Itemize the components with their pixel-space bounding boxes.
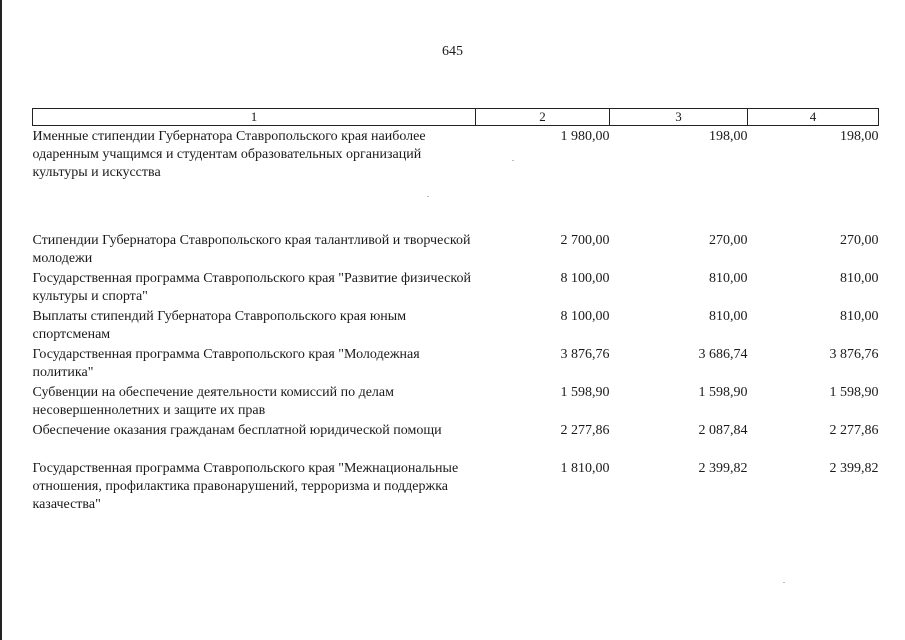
row-value-col4: 198,00 — [840, 129, 879, 144]
row-value-col2: 2 700,00 — [560, 233, 610, 248]
budget-table — [32, 108, 879, 516]
page-number: 645 — [442, 44, 463, 59]
row-name: Выплаты стипендий Губернатора Ставропольского края юным спортсменам — [32, 309, 407, 342]
row-value-col2: 2 277,86 — [560, 423, 610, 438]
row-value-col4: 1 598,90 — [829, 385, 879, 400]
scan-speck — [512, 160, 514, 161]
column-header-2: 2 — [476, 109, 610, 126]
row-value-col2: 1 598,90 — [560, 385, 610, 400]
row-value-col4: 810,00 — [840, 309, 879, 324]
row-name: Стипендии Губернатора Ставропольского края талантливой и творческой молодежи — [32, 233, 471, 266]
table-header-row — [33, 109, 879, 126]
scan-left-edge — [0, 0, 2, 640]
row-value-col4: 3 876,76 — [829, 347, 879, 362]
row-value-col3: 810,00 — [709, 271, 748, 286]
table-row — [33, 420, 879, 458]
row-value-col3: 2 087,84 — [698, 423, 748, 438]
row-value-col3: 2 399,82 — [698, 461, 748, 476]
row-value-col2: 1 980,00 — [560, 129, 610, 144]
table-row — [33, 268, 879, 306]
table-row — [33, 382, 879, 420]
table-row — [33, 230, 879, 268]
table-row — [33, 126, 879, 231]
table-row — [33, 344, 879, 382]
row-name: Субвенции на обеспечение деятельности комиссий по делам несовершеннолетних и защите их прав — [32, 385, 394, 418]
scan-speck — [427, 196, 429, 197]
table-row — [33, 306, 879, 344]
row-value-col2: 1 810,00 — [560, 461, 610, 476]
row-value-col3: 3 686,74 — [698, 347, 748, 362]
row-value-col3: 1 598,90 — [698, 385, 748, 400]
row-value-col3: 198,00 — [709, 129, 748, 144]
row-value-col4: 2 399,82 — [829, 461, 879, 476]
row-value-col2: 3 876,76 — [560, 347, 610, 362]
row-name: Государственная программа Ставропольского края "Межнациональные отношения, профилактика правонарушений, терроризма и поддержка казачества" — [32, 461, 459, 512]
row-value-col4: 270,00 — [840, 233, 879, 248]
row-value-col4: 810,00 — [840, 271, 879, 286]
scan-speck — [783, 582, 785, 583]
row-value-col3: 270,00 — [709, 233, 748, 248]
row-name: Именные стипендии Губернатора Ставропольского края наиболее одаренным учащимся и студентам образовательных организаций культуры и искусства — [32, 129, 426, 180]
row-name: Государственная программа Ставропольского края "Молодежная политика" — [32, 347, 420, 380]
row-value-col4: 2 277,86 — [829, 423, 879, 438]
table-row — [33, 458, 879, 516]
column-header-4: 4 — [748, 109, 879, 126]
row-value-col3: 810,00 — [709, 309, 748, 324]
column-header-3: 3 — [610, 109, 748, 126]
column-header-1: 1 — [33, 109, 476, 126]
row-value-col2: 8 100,00 — [560, 271, 610, 286]
row-value-col2: 8 100,00 — [560, 309, 610, 324]
row-name: Обеспечение оказания гражданам бесплатной юридической помощи — [32, 423, 442, 438]
row-name: Государственная программа Ставропольского края "Развитие физической культуры и спорта" — [32, 271, 471, 304]
